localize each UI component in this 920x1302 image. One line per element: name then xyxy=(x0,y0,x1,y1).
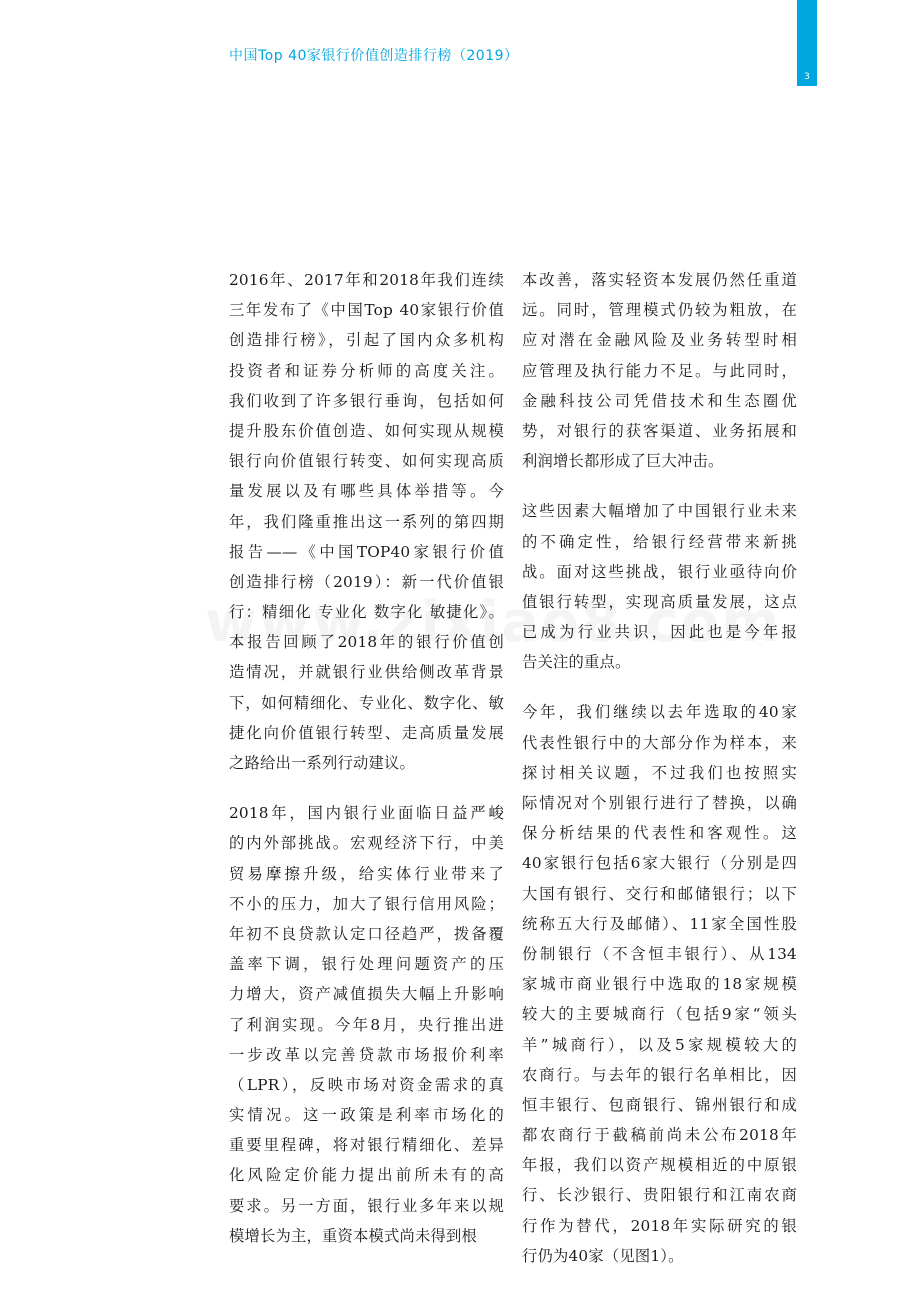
text-line: 势，对银行的获客渠道、业务拓展和 xyxy=(522,421,797,440)
text-line: 已成为行业共识，因此也是今年报 xyxy=(522,623,797,642)
text-line: 年初不良贷款认定口径趋严，拨备覆 xyxy=(229,924,504,943)
text-line: 际情况对个别银行进行了替换，以确 xyxy=(522,794,797,812)
text-line: 统称五大行及邮储）、11家全国性股 xyxy=(522,914,797,933)
text-line: 投资者和证券分析师的高度关注。 xyxy=(229,361,504,380)
text-line: 的内外部挑战。宏观经济下行，中美 xyxy=(229,834,504,853)
text-line: 捷化向价值银行转型、走高质量发展 xyxy=(229,723,504,742)
text-line: 代表性银行中的大部分作为样本，来 xyxy=(522,733,797,752)
text-line: 模增长为主，重资本模式尚未得到根 xyxy=(229,1226,477,1245)
text-line: 一步改革以完善贷款市场报价利率 xyxy=(229,1045,504,1064)
page-number-tab xyxy=(797,0,817,86)
text-line: 远。同时，管理模式仍较为粗放，在 xyxy=(522,301,797,320)
paragraph xyxy=(522,496,797,677)
text-line: （LPR），反映市场对资金需求的真 xyxy=(229,1075,504,1094)
text-line: 盖率下调，银行处理问题资产的压 xyxy=(229,955,504,974)
text-line: 金融科技公司凭借技术和生态圈优 xyxy=(522,391,797,410)
text-line: 重要里程碑，将对银行精细化、差异 xyxy=(229,1136,504,1155)
text-line: 年，我们隆重推出这一系列的第四期 xyxy=(229,512,504,531)
text-line: 战。面对这些挑战，银行业亟待向价 xyxy=(522,562,797,581)
text-line: 本报告回顾了2018年的银行价值创 xyxy=(229,633,504,652)
paragraph xyxy=(229,798,504,1251)
text-line: 告关注的重点。 xyxy=(522,653,631,672)
text-line: 较大的主要城商行（包括9家“领头 xyxy=(522,1005,797,1024)
text-column-left xyxy=(229,265,504,1271)
page-number: 3 xyxy=(804,72,810,82)
text-line: 2018年，国内银行业面临日益严峻 xyxy=(229,804,504,823)
text-line: 年报，我们以资产规模相近的中原银 xyxy=(522,1156,797,1175)
text-line: 行、长沙银行、贵阳银行和江南农商 xyxy=(522,1186,797,1205)
paragraph xyxy=(522,697,797,1271)
text-line: 行：精细化 专业化 数字化 敏捷化》。 xyxy=(229,603,504,622)
text-line: 恒丰银行、包商银行、锦州银行和成 xyxy=(522,1095,797,1114)
text-line: 贸易摩擦升级，给实体行业带来了 xyxy=(229,864,504,883)
text-line: 三年发布了《中国Top 40家银行价值 xyxy=(229,301,504,320)
text-line: 我们收到了许多银行垂询，包括如何 xyxy=(229,391,504,410)
text-line: 下，如何精细化、专业化、数字化、敏 xyxy=(229,693,504,712)
text-line: 份制银行（不含恒丰银行）、从134 xyxy=(522,944,797,963)
text-line: 报告——《中国TOP40家银行价值 xyxy=(229,542,504,561)
text-line: 行仍为40家（见图1）。 xyxy=(522,1246,684,1265)
text-line: 不小的压力，加大了银行信用风险； xyxy=(229,894,504,913)
text-line: 创造排行榜》，引起了国内众多机构 xyxy=(229,331,504,350)
text-line: 家城市商业银行中选取的18家规模 xyxy=(522,975,797,994)
text-line: 保分析结果的代表性和客观性。这 xyxy=(522,824,797,843)
text-line: 应对潜在金融风险及业务转型时相 xyxy=(522,331,797,350)
paragraph xyxy=(229,265,504,778)
text-line: 银行向价值银行转变、如何实现高质 xyxy=(229,452,504,471)
text-line: 造情况，并就银行业供给侧改革背景 xyxy=(229,663,504,682)
text-line: 2016年、2017年和2018年我们连续 xyxy=(229,271,504,289)
text-line: 要求。另一方面，银行业多年来以规 xyxy=(229,1196,504,1215)
text-line: 的不确定性，给银行经营带来新挑 xyxy=(522,532,797,551)
text-line: 今年，我们继续以去年选取的40家 xyxy=(522,703,797,722)
text-line: 量发展以及有哪些具体举措等。今 xyxy=(229,482,504,501)
text-line: 值银行转型，实现高质量发展，这点 xyxy=(522,592,797,611)
text-line: 实情况。这一政策是利率市场化的 xyxy=(229,1106,504,1125)
text-line: 了利润实现。今年8月，央行推出进 xyxy=(229,1015,504,1034)
text-line: 探讨相关议题，不过我们也按照实 xyxy=(522,763,797,782)
text-line: 之路给出一系列行动建议。 xyxy=(229,754,415,772)
text-line: 应管理及执行能力不足。与此同时， xyxy=(522,361,797,380)
text-line: 羊”城商行），以及5家规模较大的 xyxy=(522,1035,797,1054)
text-line: 都农商行于截稿前尚未公布2018年 xyxy=(522,1126,797,1145)
text-column-right xyxy=(522,265,797,1291)
text-line: 40家银行包括6家大银行（分别是四 xyxy=(522,854,797,873)
text-line: 化风险定价能力提出前所未有的高 xyxy=(229,1166,504,1185)
text-line: 本改善，落实轻资本发展仍然任重道 xyxy=(522,271,797,289)
running-header-title: 中国Top 40家银行价值创造排行榜（2019） xyxy=(229,48,519,64)
text-line: 这些因素大幅增加了中国银行业未来 xyxy=(522,502,797,521)
text-line: 行作为替代，2018年实际研究的银 xyxy=(522,1216,797,1235)
text-line: 创造排行榜（2019）：新一代价值银 xyxy=(229,572,504,591)
paragraph xyxy=(522,265,797,476)
text-line: 农商行。与去年的银行名单相比，因 xyxy=(522,1065,797,1084)
text-line: 力增大，资产减值损失大幅上升影响 xyxy=(229,985,504,1004)
text-line: 大国有银行、交行和邮储银行；以下 xyxy=(522,884,797,903)
text-line: 利润增长都形成了巨大冲击。 xyxy=(522,452,724,471)
text-line: 提升股东价值创造、如何实现从规模 xyxy=(229,421,504,440)
